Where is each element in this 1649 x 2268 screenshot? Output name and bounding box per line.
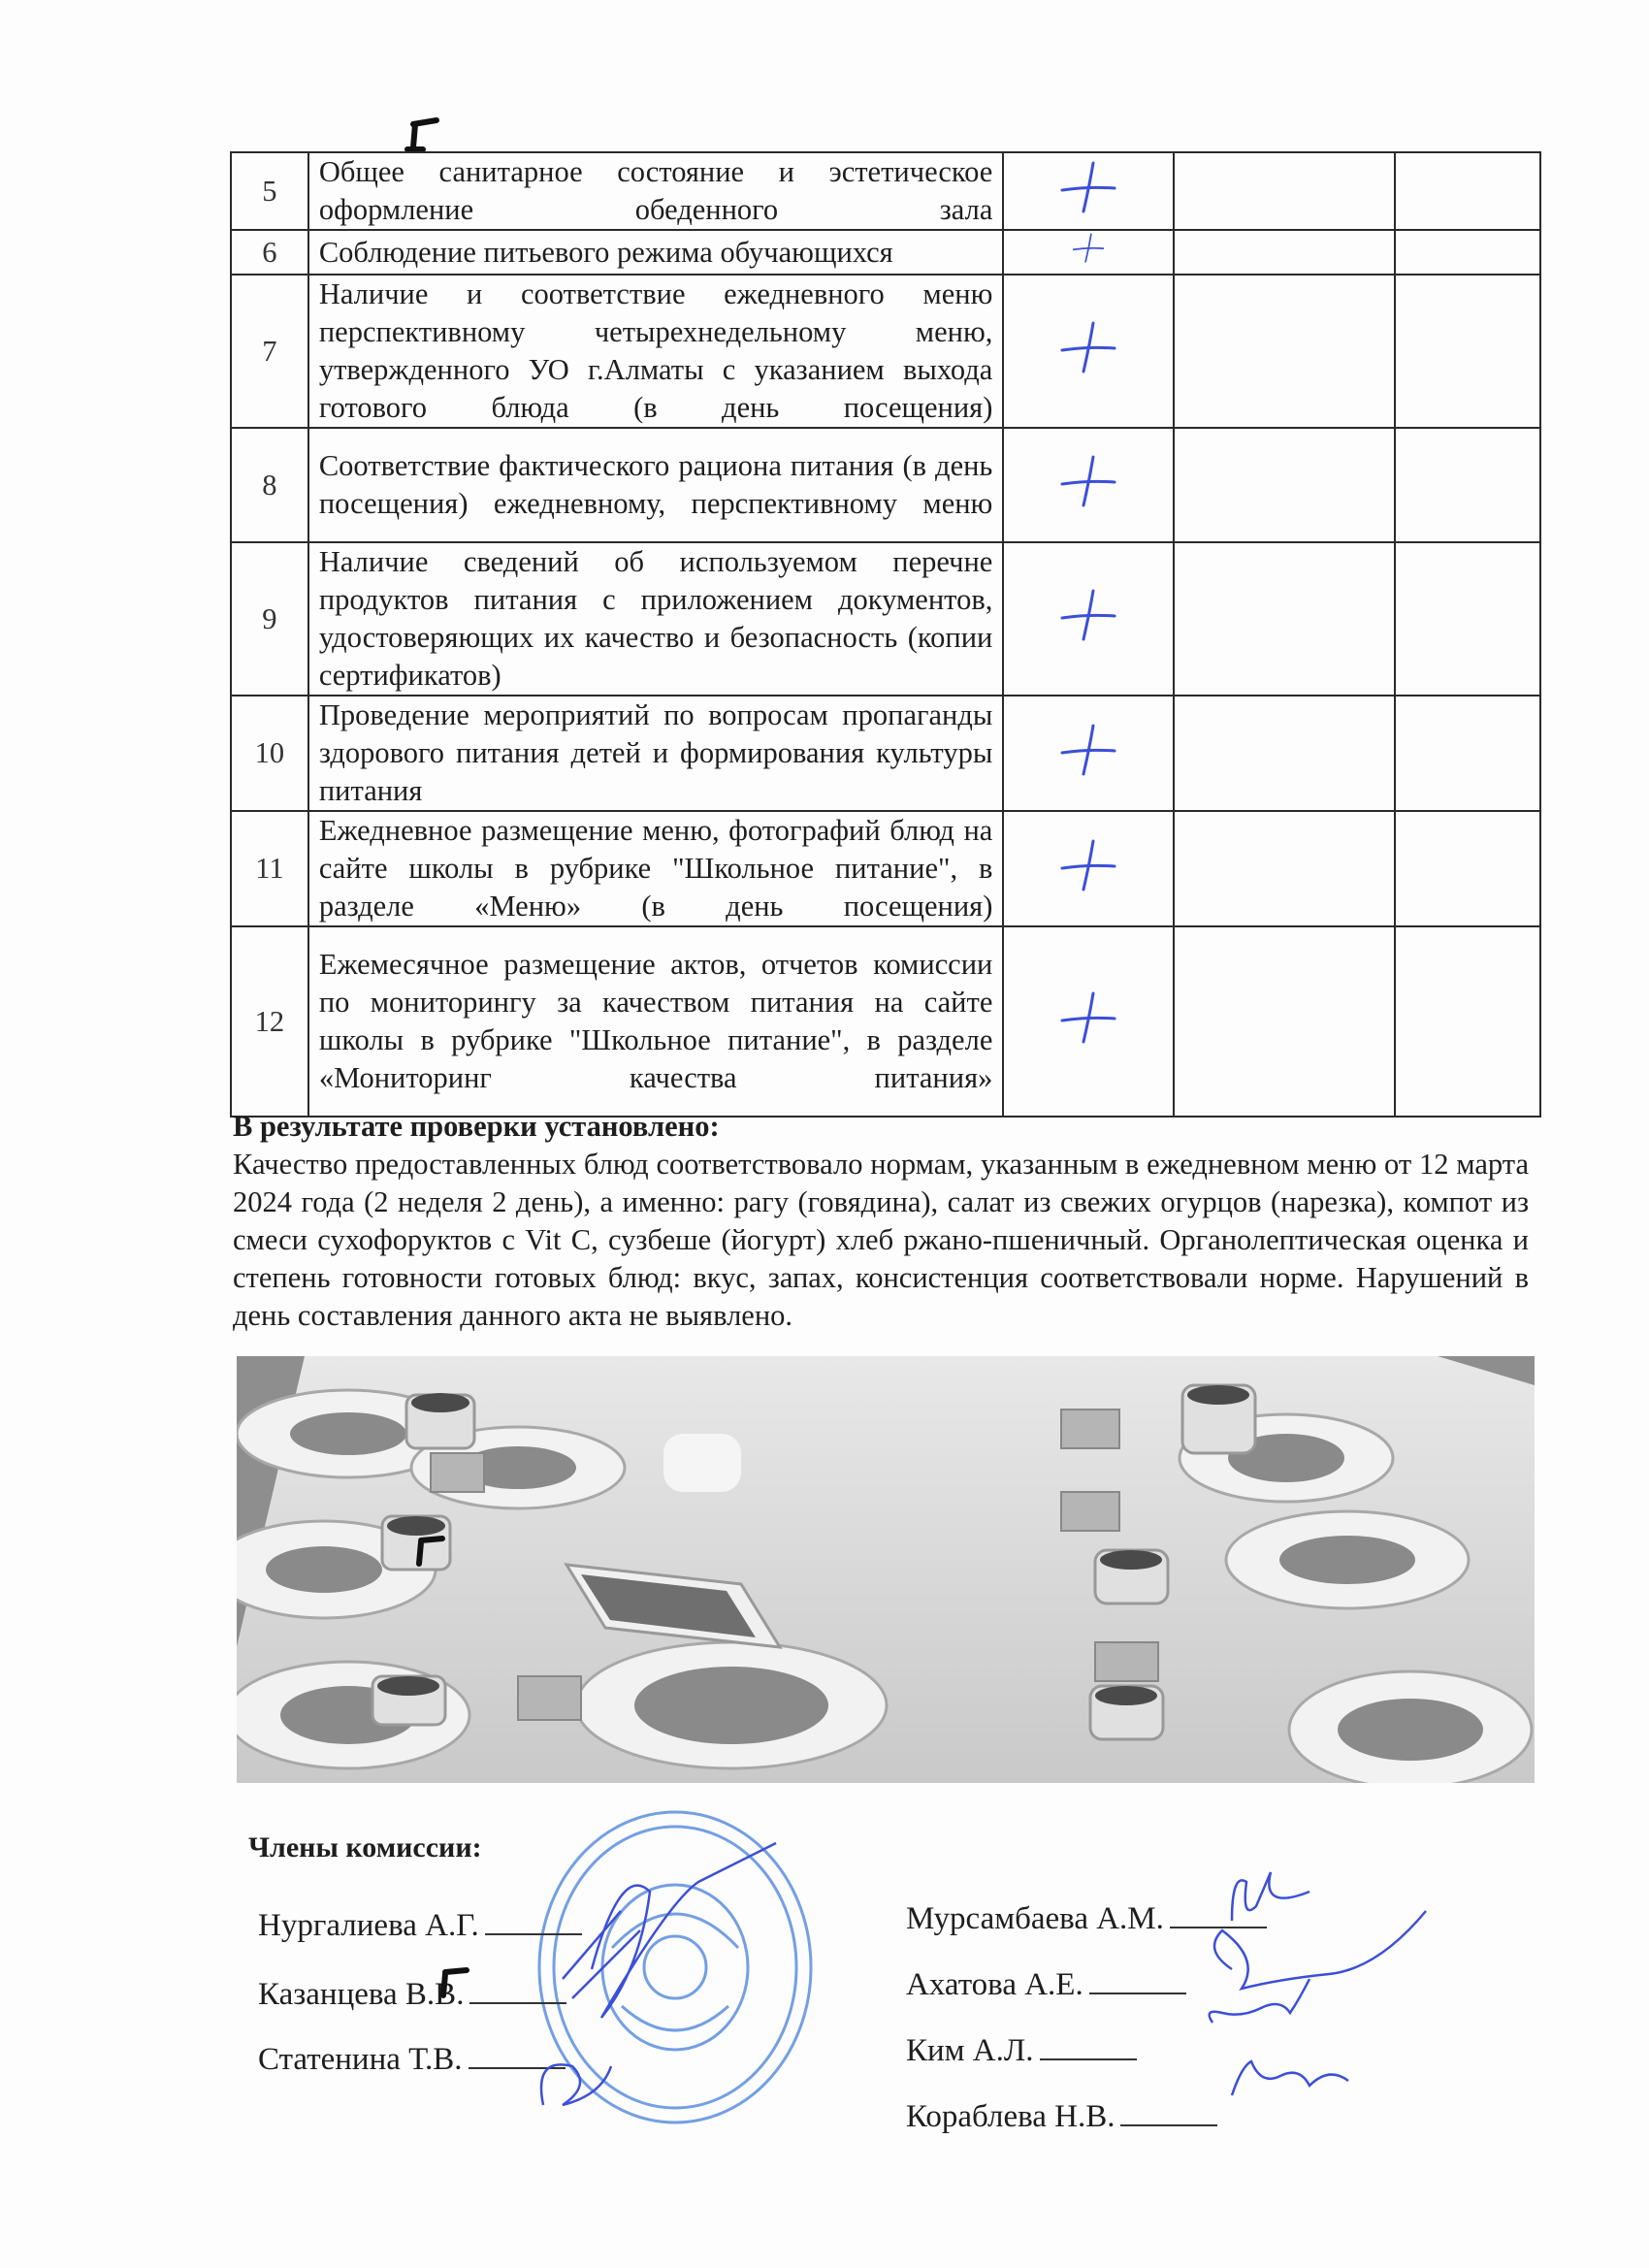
handwritten-plus-icon (1054, 317, 1122, 375)
scan-blot (398, 114, 456, 153)
table-row (231, 811, 1540, 926)
handwritten-plus-icon (1054, 451, 1122, 509)
row-criterion: Общее санитарное состояние и эстетическое оформление обеденного зала (308, 152, 1004, 230)
row-empty-cell (1174, 152, 1395, 230)
handwritten-plus-icon (1054, 988, 1122, 1046)
scan-blot (407, 1533, 456, 1571)
row-check-cell (1003, 696, 1174, 811)
row-criterion: Ежемесячное размещение актов, отчетов комиссии по мониторингу за качеством питания на сайте школы в рубрике "Школьное питание", в разделе «Мониторинг качества питания» (308, 926, 1004, 1117)
scan-blot (432, 1964, 480, 2003)
results-heading: В результате проверки установлено: (233, 1110, 720, 1143)
row-criterion: Соответствие фактического рациона питания (в день посещения) ежедневному, перспективному меню (308, 428, 1004, 542)
results-section (233, 1108, 1529, 1335)
signature-line (1120, 2123, 1217, 2126)
handwritten-plus-icon (1054, 720, 1122, 778)
row-empty-cell (1395, 230, 1540, 275)
row-number: 8 (231, 428, 308, 542)
member-kim (906, 2033, 1137, 2069)
table-row (231, 275, 1540, 428)
handwritten-signatures-left (504, 1824, 912, 2144)
member-name: Нургалиева А.Г. (258, 1908, 479, 1943)
row-empty-cell (1174, 811, 1395, 926)
table-row (231, 230, 1540, 275)
member-korableva (906, 2099, 1217, 2135)
handwritten-signatures-right (1203, 1853, 1455, 2115)
handwritten-plus-icon (1054, 585, 1122, 643)
row-empty-cell (1174, 542, 1395, 696)
row-check-cell (1003, 811, 1174, 926)
row-number: 11 (231, 811, 308, 926)
signature-line (1089, 1992, 1186, 1994)
row-check-cell (1003, 542, 1174, 696)
row-number: 6 (231, 230, 308, 275)
row-check-cell (1003, 275, 1174, 428)
row-criterion: Соблюдение питьевого режима обучающихся (308, 230, 1004, 275)
row-empty-cell (1174, 926, 1395, 1117)
member-name: Статенина Т.В. (258, 2042, 463, 2077)
row-check-cell (1003, 926, 1174, 1117)
table-row (231, 696, 1540, 811)
row-number: 10 (231, 696, 308, 811)
handwritten-plus-icon (1054, 835, 1122, 893)
checklist-table (230, 151, 1541, 1118)
member-akhatova (906, 1967, 1186, 2003)
handwritten-plus-icon (1054, 157, 1122, 215)
row-empty-cell (1395, 696, 1540, 811)
row-empty-cell (1174, 428, 1395, 542)
member-name: Ким А.Л. (906, 2033, 1034, 2068)
handwritten-plus-icon (1054, 231, 1122, 264)
member-name: Мурсамбаева А.М. (906, 1901, 1164, 1936)
row-empty-cell (1395, 275, 1540, 428)
member-name: Ахатова А.Е. (906, 1967, 1083, 2002)
row-criterion: Наличие сведений об используемом перечне продуктов питания с приложением документов, удостоверяющих их качество и безопасность (копии сертификатов) (308, 542, 1004, 696)
row-check-cell (1003, 152, 1174, 230)
row-empty-cell (1395, 811, 1540, 926)
row-empty-cell (1174, 696, 1395, 811)
row-number: 12 (231, 926, 308, 1117)
row-check-cell (1003, 230, 1174, 275)
row-number: 5 (231, 152, 308, 230)
signature-line (1040, 2057, 1137, 2060)
commission-heading: Члены комиссии: (248, 1831, 482, 1863)
row-criterion: Проведение мероприятий по вопросам пропаганды здорового питания детей и формирования культуры питания (308, 696, 1004, 811)
table-row (231, 428, 1540, 542)
row-empty-cell (1395, 152, 1540, 230)
row-empty-cell (1395, 428, 1540, 542)
member-name: Казанцева В.В. (258, 1977, 465, 2012)
row-empty-cell (1395, 926, 1540, 1117)
table-row (231, 542, 1540, 696)
table-row (231, 926, 1540, 1117)
row-check-cell (1003, 428, 1174, 542)
row-empty-cell (1174, 275, 1395, 428)
row-number: 9 (231, 542, 308, 696)
row-empty-cell (1174, 230, 1395, 275)
results-body: Качество предоставленных блюд соответствовало нормам, указанным в ежедневном меню от 12 марта 2024 года (2 неделя 2 день), а именно: рагу (говядина), салат из свежих огурцов (нарезка), компот из смеси сухофоруктов с Vit C, сузбеше (йогурт) хлеб ржано-пшеничный. Органолептическая оценка и степень готовности готовых блюд: вкус, запах, консистенция соответствовали норме. Нарушений в день составления данного акта не выявлено. (233, 1148, 1529, 1332)
row-empty-cell (1395, 542, 1540, 696)
table-row (231, 152, 1540, 230)
row-criterion: Ежедневное размещение меню, фотографий блюд на сайте школы в рубрике "Школьное питание", в разделе «Меню» (в день посещения) (308, 811, 1004, 926)
row-criterion: Наличие и соответствие ежедневного меню перспективному четырехнедельному меню, утвержденного УО г.Алматы с указанием выхода готового блюда (в день посещения) (308, 275, 1004, 428)
member-name: Кораблева Н.В. (906, 2099, 1116, 2134)
row-number: 7 (231, 275, 308, 428)
